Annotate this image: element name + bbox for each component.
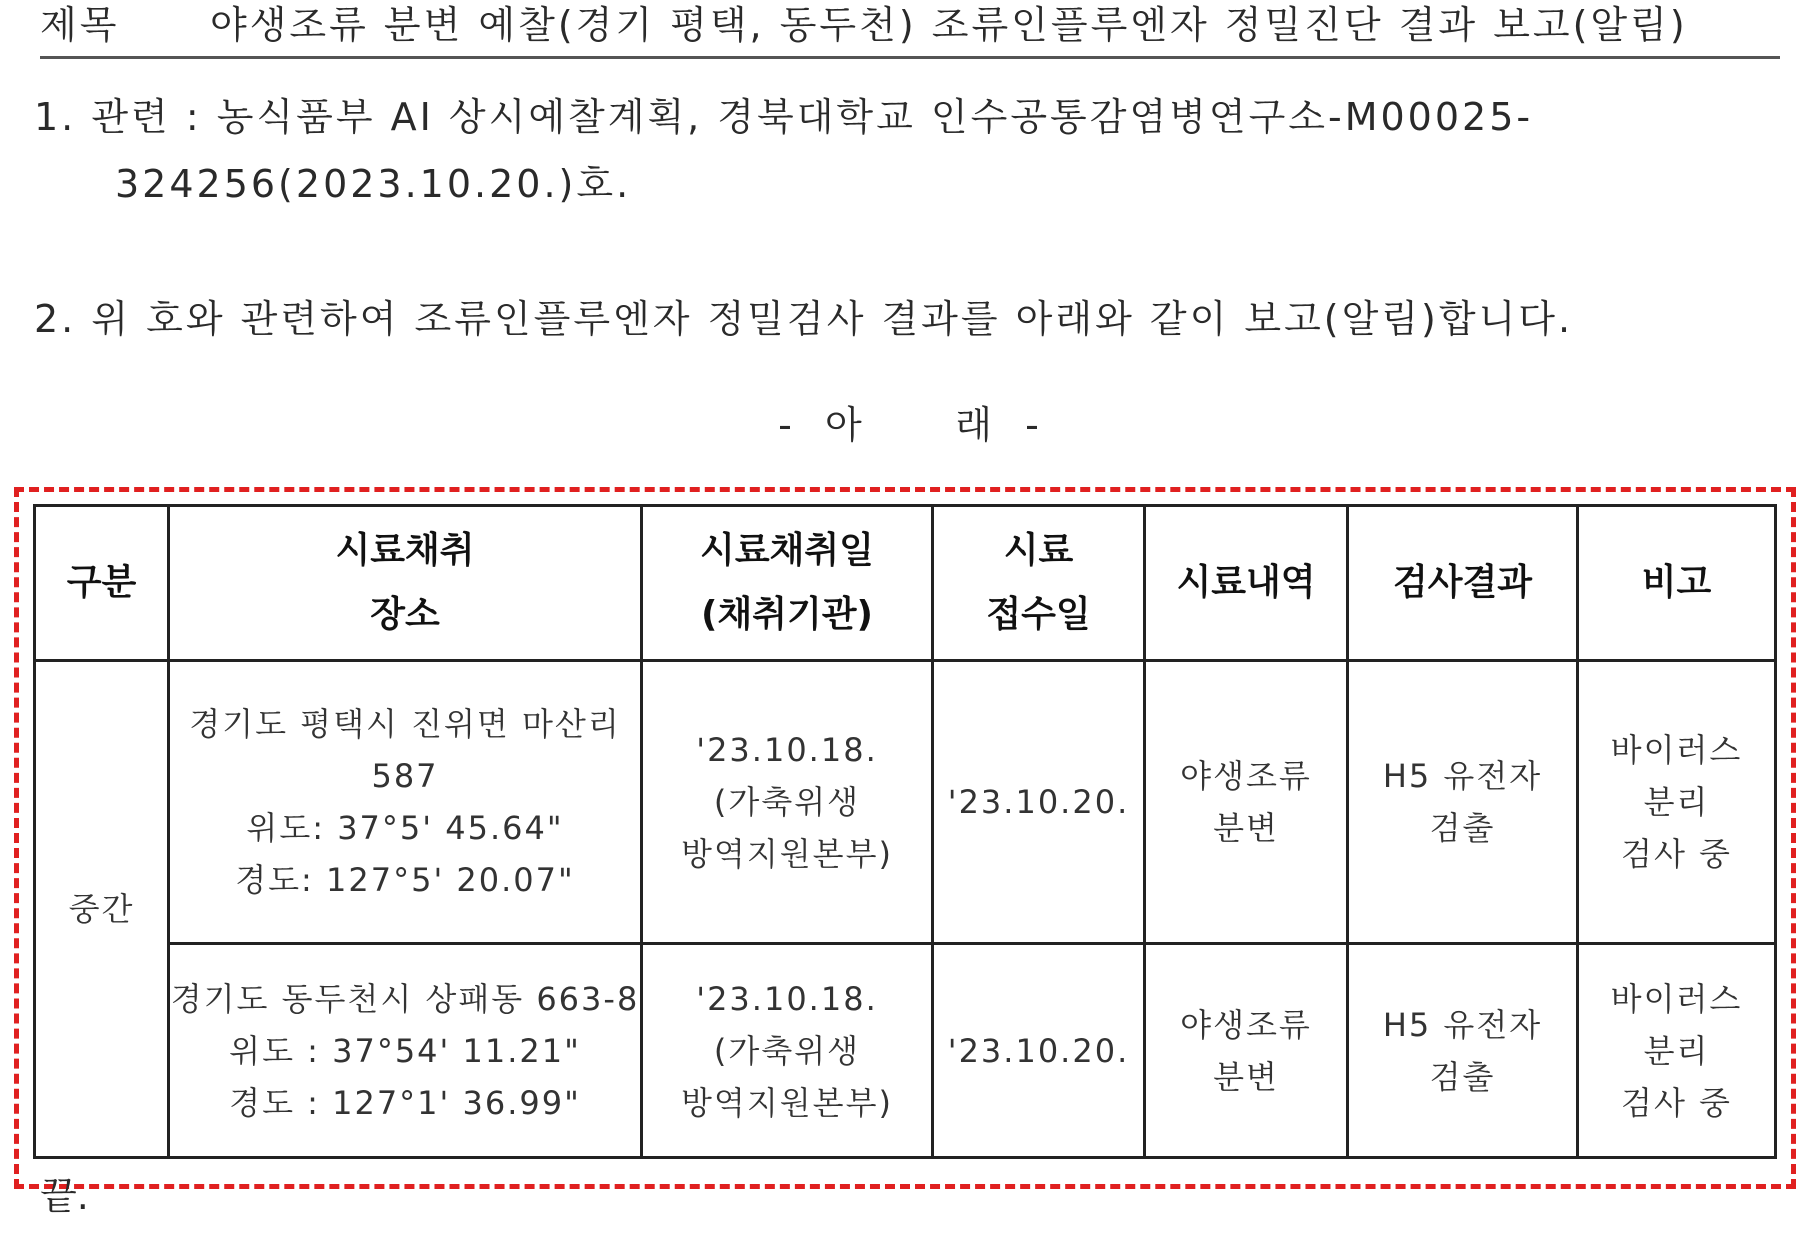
cell-text-line: 경도 : 127°1' 36.99": [229, 1083, 581, 1122]
cell-text-line: 접수일: [986, 594, 1091, 635]
sampling-date-cell: [642, 944, 933, 1158]
header-note: [1578, 506, 1776, 661]
header-category: [35, 506, 169, 661]
cell-text-line: 시료채취: [335, 530, 475, 571]
results-table: [33, 504, 1777, 1159]
cell-text-line: 검사 중: [1621, 835, 1732, 874]
cell-text-line: '23.10.18.: [696, 979, 878, 1018]
cell-text-line: 경도: 127°5' 20.07": [235, 861, 575, 900]
header-test-result: [1348, 506, 1578, 661]
cell-text-line: 비고: [1641, 562, 1712, 603]
cell-text-line: 분변: [1213, 1057, 1279, 1096]
cell-text-line: 검사결과: [1392, 562, 1533, 603]
cell-text-line: 바이러스: [1610, 731, 1743, 770]
paragraph-reference-line-1: 1. 관련 : 농식품부 AI 상시예찰계획, 경북대학교 인수공통감염병연구소-M00025-: [34, 95, 1534, 139]
cell-text-line: 587: [371, 757, 439, 796]
below-heading: - 아 래 -: [778, 403, 1042, 447]
cell-text-line: 시료: [1003, 530, 1074, 571]
cell-text-line: (가축위생: [713, 783, 861, 822]
cell-text-line: 야생조류: [1180, 1005, 1312, 1044]
cell-text-line: H5 유전자: [1382, 757, 1543, 796]
cell-text-line: 바이러스: [1610, 979, 1743, 1018]
header-sampling-location: [169, 506, 642, 661]
end-mark: 끝.: [40, 1174, 89, 1218]
received-date-cell: [933, 661, 1145, 944]
cell-text-line: 방역지원본부): [681, 835, 893, 874]
table-row: [35, 944, 1776, 1158]
cell-text-line: 위도 : 37°54' 11.21": [229, 1031, 581, 1070]
header-sampling-date: [642, 506, 933, 661]
header-received-date: [933, 506, 1145, 661]
cell-text-line: 시료내역: [1176, 562, 1316, 603]
document-title-row: [40, 0, 1780, 59]
cell-text-line: 야생조류: [1180, 757, 1312, 796]
cell-text-line: 구분: [66, 562, 137, 603]
cell-text-line: 분리: [1643, 783, 1710, 822]
category-cell: [35, 661, 169, 1158]
cell-text-line: 검사 중: [1621, 1083, 1732, 1122]
sample-type-cell: [1145, 661, 1348, 944]
cell-text-line: 위도: 37°5' 45.64": [246, 809, 564, 848]
document-title: 야생조류 분변 예찰(경기 평택, 동두천) 조류인플루엔자 정밀진단 결과 보고(알림): [210, 3, 1688, 47]
sample-type-cell: [1145, 944, 1348, 1158]
cell-text-line: H5 유전자: [1382, 1005, 1543, 1044]
test-result-cell: [1348, 944, 1578, 1158]
table-row: [35, 661, 1776, 944]
cell-text-line: 분변: [1213, 809, 1279, 848]
cell-text-line: 분리: [1643, 1031, 1710, 1070]
cell-text-line: (가축위생: [713, 1031, 861, 1070]
test-result-cell: [1348, 661, 1578, 944]
received-date-cell: [933, 944, 1145, 1158]
note-cell: [1578, 661, 1776, 944]
note-cell: [1578, 944, 1776, 1158]
cell-text-line: (채취기관): [700, 594, 873, 635]
header-sample-type: [1145, 506, 1348, 661]
cell-text-line: 장소: [370, 594, 440, 635]
cell-text-line: '23.10.18.: [696, 731, 878, 770]
cell-text-line: 검출: [1429, 809, 1496, 848]
cell-text-line: '23.10.20.: [947, 1031, 1130, 1070]
cell-text-line: 경기도 동두천시 상패동 663-8: [170, 979, 640, 1018]
table-header-row: [35, 506, 1776, 661]
cell-text-line: 방역지원본부): [681, 1083, 893, 1122]
cell-text-line: 시료채취일: [700, 530, 874, 571]
cell-text-line: '23.10.20.: [947, 783, 1130, 822]
location-cell: [169, 944, 642, 1158]
cell-text-line: 경기도 평택시 진위면 마산리: [189, 705, 621, 744]
location-cell: [169, 661, 642, 944]
paragraph-reference-line-2: 324256(2023.10.20.)호.: [115, 162, 632, 206]
paragraph-report-statement: 2. 위 호와 관련하여 조류인플루엔자 정밀검사 결과를 아래와 같이 보고(알림)합니다.: [34, 297, 1574, 341]
title-label: 제목: [40, 3, 120, 47]
sampling-date-cell: [642, 661, 933, 944]
cell-text-line: 중간: [68, 890, 135, 928]
cell-text-line: 검출: [1429, 1057, 1496, 1096]
